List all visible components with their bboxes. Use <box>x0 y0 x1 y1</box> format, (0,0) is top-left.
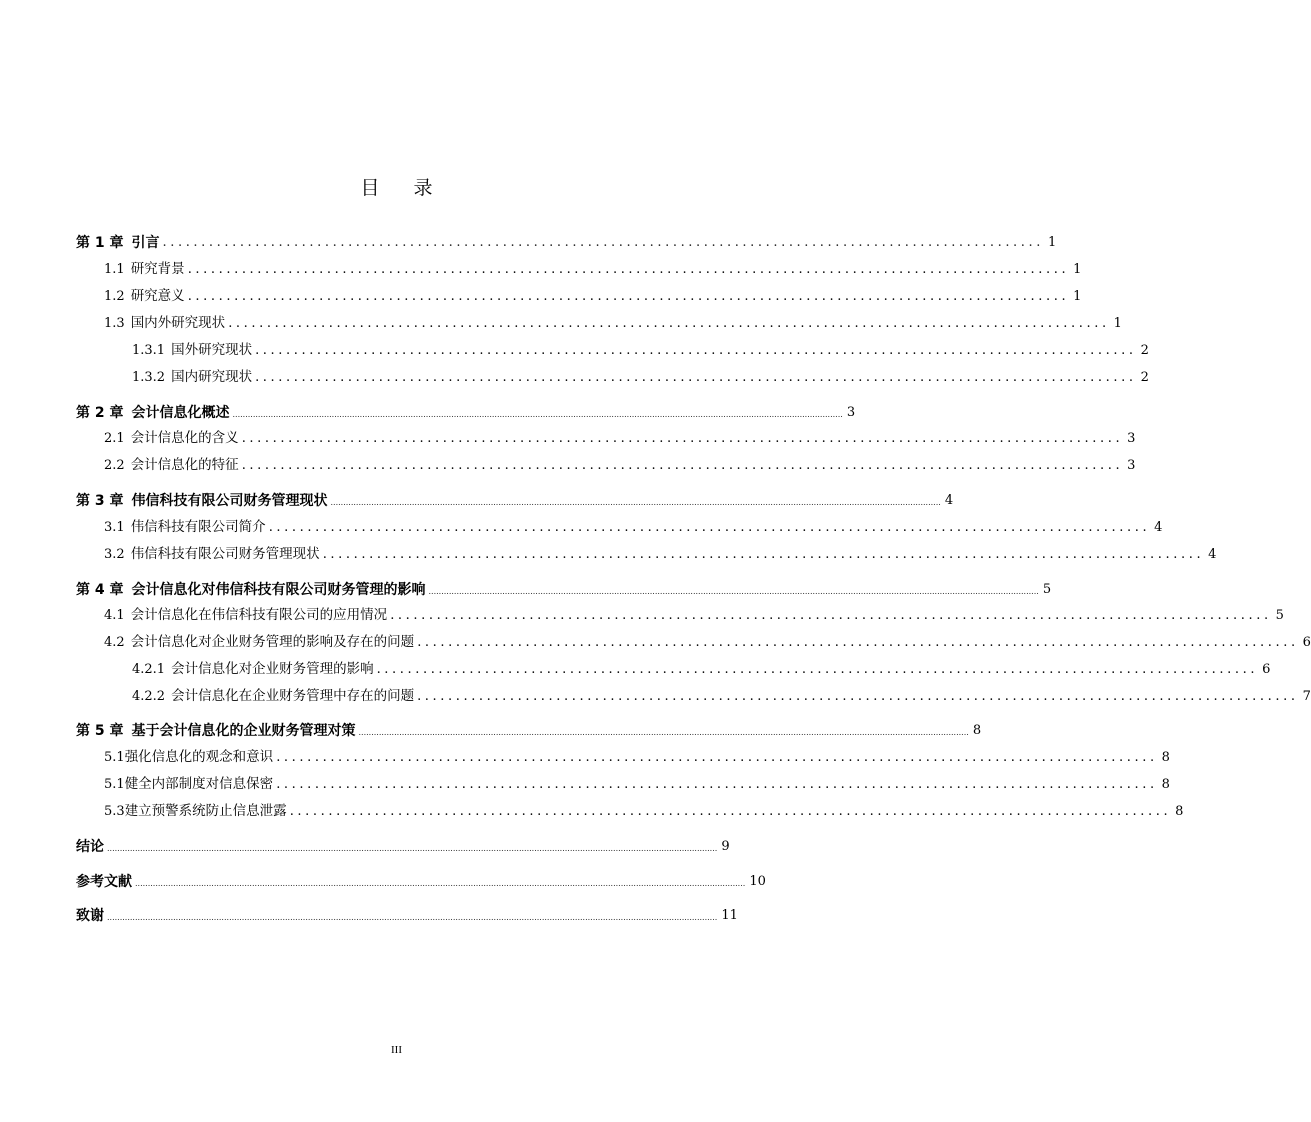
entry-number: 第 3 章 <box>76 493 124 509</box>
entry-page: 4 <box>1208 547 1217 562</box>
dot-leader: .................................................................................................................. <box>241 431 1124 446</box>
entry-number: 1.2 <box>104 289 125 304</box>
toc-entry-4-2-1[interactable] <box>132 655 1271 681</box>
entry-title: 会计信息化概述 <box>131 405 230 421</box>
dot-leader: .................................................................................................................. <box>289 804 1172 819</box>
entry-title: 研究意义 <box>130 288 185 304</box>
toc-entry-chapter-2[interactable] <box>76 398 856 424</box>
entry-title: 会计信息化的特征 <box>130 457 239 473</box>
toc-entry-1-1[interactable] <box>104 255 1082 281</box>
dot-leader: .................................................................................................................. <box>187 262 1070 277</box>
toc-entry-1-2[interactable] <box>104 282 1082 308</box>
dot-leader: .................................................................................................................. <box>390 608 1272 623</box>
entry-title: 国外研究现状 <box>171 342 253 358</box>
entry-number: 4.2 <box>104 635 125 650</box>
dot-leader: ................................................................................................................................................................................................................................................ <box>428 587 1039 596</box>
toc-entry-2-2[interactable] <box>104 451 1136 477</box>
entry-number: 第 2 章 <box>76 405 124 421</box>
entry-title: 伟信科技有限公司简介 <box>130 519 266 535</box>
entry-number: 1.3 <box>104 316 125 331</box>
dot-leader: .................................................................................................................. <box>162 235 1044 250</box>
dot-leader: .................................................................................................................. <box>276 750 1158 765</box>
entry-page: 8 <box>1161 750 1170 765</box>
entry-number: 4.1 <box>104 608 125 623</box>
entry-title: 国内研究现状 <box>171 369 253 385</box>
dot-leader: .................................................................................................................. <box>322 547 1205 562</box>
toc-entry-1-3-1[interactable] <box>132 336 1149 362</box>
toc-entry-5-2[interactable] <box>104 770 1170 796</box>
entry-page: 8 <box>1175 804 1184 819</box>
entry-title: 会计信息化对企业财务管理的影响 <box>171 661 374 677</box>
toc-entry-conclusion[interactable] <box>76 832 730 858</box>
entry-page: 10 <box>749 874 766 889</box>
entry-page: 3 <box>846 405 856 420</box>
entry-title: 伟信科技有限公司财务管理现状 <box>131 493 328 509</box>
toc-entry-chapter-5[interactable] <box>76 716 982 742</box>
entry-number: 3.2 <box>104 547 125 562</box>
toc-entry-chapter-1[interactable] <box>76 228 1057 254</box>
entry-title: 强化信息化的观念和意识 <box>124 749 274 765</box>
entry-number: 1.1 <box>104 262 125 277</box>
entry-title: 会计信息化的含义 <box>130 430 239 446</box>
entry-page: 5 <box>1042 582 1052 597</box>
entry-title: 引言 <box>131 235 160 251</box>
dot-leader: .................................................................................................................. <box>276 777 1158 792</box>
entry-number: 1.3.1 <box>132 343 166 358</box>
toc-entry-chapter-4[interactable] <box>76 575 1052 601</box>
dot-leader: .................................................................................................................. <box>268 520 1151 535</box>
entry-number: 第 5 章 <box>76 723 124 739</box>
dot-leader: .................................................................................................................. <box>255 343 1137 358</box>
entry-title: 会计信息化对企业财务管理的影响及存在的问题 <box>130 634 415 650</box>
toc-entry-4-1[interactable] <box>104 601 1284 627</box>
toc-entry-references[interactable] <box>76 867 766 893</box>
entry-page: 6 <box>1262 662 1271 677</box>
dot-leader: .................................................................................................................. <box>417 689 1299 704</box>
entry-title: 参考文献 <box>76 874 132 890</box>
entry-page: 7 <box>1302 689 1311 704</box>
entry-number: 5.1 <box>104 777 125 792</box>
entry-page: 3 <box>1127 458 1136 473</box>
entry-title: 结论 <box>76 839 104 855</box>
entry-title: 国内外研究现状 <box>130 315 226 331</box>
dot-leader: .................................................................................................................. <box>417 635 1299 650</box>
entry-page: 5 <box>1275 608 1284 623</box>
entry-number: 2.2 <box>104 458 125 473</box>
dot-leader: ................................................................................................................................................................................................................................................ <box>135 879 746 888</box>
dot-leader: .................................................................................................................. <box>255 370 1137 385</box>
toc-entry-5-1[interactable] <box>104 743 1170 769</box>
entry-number: 4.2.2 <box>132 689 166 704</box>
entry-page: 1 <box>1047 235 1057 250</box>
toc-entry-4-2[interactable] <box>104 628 1311 654</box>
entry-page: 4 <box>944 493 954 508</box>
dot-leader: ................................................................................................................................................................................................................................................ <box>232 410 843 419</box>
entry-page: 4 <box>1154 520 1163 535</box>
entry-page: 1 <box>1073 262 1082 277</box>
entry-title: 研究背景 <box>130 261 185 277</box>
entry-page: 8 <box>1161 777 1170 792</box>
entry-title: 基于会计信息化的企业财务管理对策 <box>131 723 356 739</box>
page-number: III <box>391 1044 402 1056</box>
toc-entry-1-3-2[interactable] <box>132 363 1149 389</box>
dot-leader: .................................................................................................................. <box>376 662 1259 677</box>
toc-entry-3-1[interactable] <box>104 513 1163 539</box>
dot-leader: ................................................................................................................................................................................................................................................ <box>330 498 941 507</box>
toc-entry-3-2[interactable] <box>104 540 1217 566</box>
entry-number: 5.1 <box>104 750 125 765</box>
entry-page: 9 <box>721 839 730 854</box>
entry-page: 8 <box>972 723 982 738</box>
entry-page: 2 <box>1140 370 1149 385</box>
entry-number: 4.2.1 <box>132 662 166 677</box>
toc-entry-1-3[interactable] <box>104 309 1122 335</box>
entry-page: 11 <box>721 908 738 923</box>
toc-entry-2-1[interactable] <box>104 424 1136 450</box>
entry-title: 会计信息化对伟信科技有限公司财务管理的影响 <box>131 582 426 598</box>
entry-number: 第 4 章 <box>76 582 124 598</box>
entry-number: 1.3.2 <box>132 370 166 385</box>
dot-leader: .................................................................................................................. <box>228 316 1110 331</box>
entry-title: 健全内部制度对信息保密 <box>124 776 274 792</box>
dot-leader: .................................................................................................................. <box>241 458 1124 473</box>
entry-number: 2.1 <box>104 431 125 446</box>
dot-leader: ................................................................................................................................................................................................................................................ <box>107 913 718 922</box>
toc-entry-4-2-2[interactable] <box>132 682 1311 708</box>
toc-entry-chapter-3[interactable] <box>76 486 954 512</box>
entry-title: 会计信息化在企业财务管理中存在的问题 <box>171 688 415 704</box>
toc-entry-acknowledgements[interactable] <box>76 901 738 927</box>
entry-number: 5.3 <box>104 804 125 819</box>
entry-number: 第 1 章 <box>76 235 124 251</box>
entry-page: 2 <box>1140 343 1149 358</box>
entry-title: 会计信息化在伟信科技有限公司的应用情况 <box>130 607 388 623</box>
entry-page: 1 <box>1113 316 1122 331</box>
dot-leader: ................................................................................................................................................................................................................................................ <box>358 728 969 737</box>
entry-title: 致谢 <box>76 908 104 924</box>
entry-number: 3.1 <box>104 520 125 535</box>
toc-title: 目 录 <box>360 177 447 199</box>
entry-page: 6 <box>1302 635 1311 650</box>
entry-title: 伟信科技有限公司财务管理现状 <box>130 546 320 562</box>
toc-entry-5-3[interactable] <box>104 797 1184 823</box>
dot-leader: .................................................................................................................. <box>187 289 1070 304</box>
entry-title: 建立预警系统防止信息泄露 <box>124 803 287 819</box>
dot-leader: ................................................................................................................................................................................................................................................ <box>107 844 718 853</box>
entry-page: 1 <box>1073 289 1082 304</box>
entry-page: 3 <box>1127 431 1136 446</box>
